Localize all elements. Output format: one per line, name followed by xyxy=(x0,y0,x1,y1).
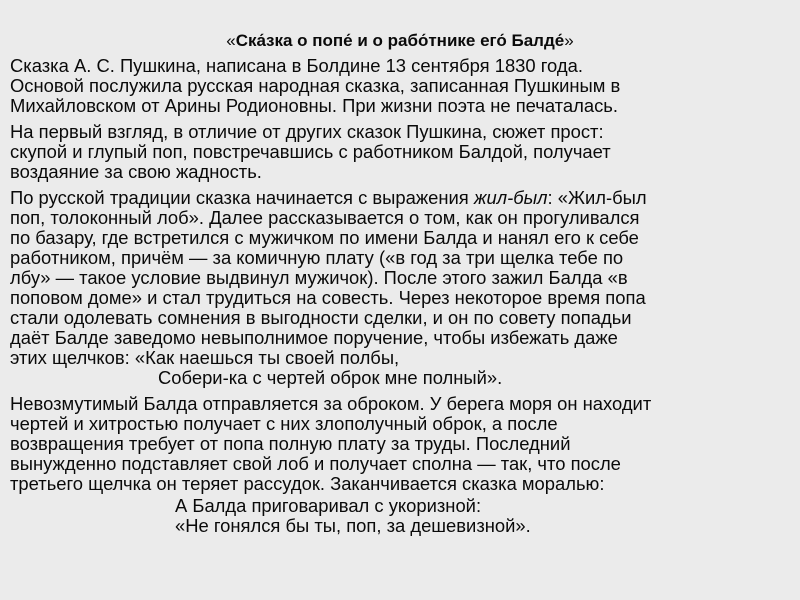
paragraph-intro xyxy=(10,56,790,116)
paragraph-tradition xyxy=(10,188,790,388)
text-line: воздаяние за свою жадность. xyxy=(10,161,262,182)
moral-verse xyxy=(10,496,790,536)
text-line: вынужденно подставляет свой лоб и получает сполна — так, что после xyxy=(10,453,621,474)
text-fragment: По русской традиции сказка начинается с выражения xyxy=(10,187,474,208)
title-open-quote: « xyxy=(226,31,236,50)
text-line: чертей и хитростью получает с них злополучный оброк, а после xyxy=(10,413,558,434)
text-fragment: : «Жил-был xyxy=(547,187,647,208)
text-line: стали одолевать сомнения в выгодности сделки, и он по совету попадьи xyxy=(10,307,632,328)
text-line xyxy=(10,188,790,208)
title-text: Ска́зка о попе́ и о рабо́тнике его́ Балде́ xyxy=(235,31,565,50)
text-line: возвращения требует от попа полную плату за труды. Последний xyxy=(10,433,571,454)
paragraph-ending xyxy=(10,394,790,494)
slide-title xyxy=(10,31,790,51)
text-line: поповом доме» и стал трудиться на совесть. Через некоторое время попа xyxy=(10,287,646,308)
text-line: Михайловском от Арины Родионовны. При жизни поэта не печаталась. xyxy=(10,95,618,116)
text-line: скупой и глупый поп, повстречавшись с работником Балдой, получает xyxy=(10,141,611,162)
verse-line: А Балда приговаривал с укоризной: xyxy=(175,495,482,516)
text-line: работником, причём — за комичную плату («в год за три щелка тебе по xyxy=(10,247,624,268)
verse-line: «Не гонялся бы ты, поп, за дешевизной». xyxy=(175,515,531,536)
text-line: третьего щелчка он теряет рассудок. Заканчивается сказка моралью: xyxy=(10,473,605,494)
text-line: поп, толоконный лоб». Далее рассказывается о том, как он прогуливался xyxy=(10,207,640,228)
paragraph-plot-summary xyxy=(10,122,790,182)
italic-phrase: жил-был xyxy=(473,187,548,208)
text-line: даёт Балде заведомо невыполнимое поручение, чтобы избежать даже xyxy=(10,327,618,348)
title-close-quote: » xyxy=(564,31,574,50)
text-line: На первый взгляд, в отличие от других сказок Пушкина, сюжет прост: xyxy=(10,121,604,142)
text-line: по базару, где встретился с мужичком по имени Балда и нанял его к себе xyxy=(10,227,639,248)
text-line: лбу» — такое условие выдвинул мужичок). После этого зажил Балда «в xyxy=(10,267,628,288)
text-line: этих щелчков: «Как наешься ты своей полбы, xyxy=(10,347,400,368)
text-line: Сказка А. С. Пушкина, написана в Болдине 13 сентября 1830 года. xyxy=(10,55,583,76)
text-line: Невозмутимый Балда отправляется за оброком. У берега моря он находит xyxy=(10,393,652,414)
verse-line: Собери-ка с чертей оброк мне полный». xyxy=(158,367,503,388)
text-line: Основой послужила русская народная сказка, записанная Пушкиным в xyxy=(10,75,621,96)
